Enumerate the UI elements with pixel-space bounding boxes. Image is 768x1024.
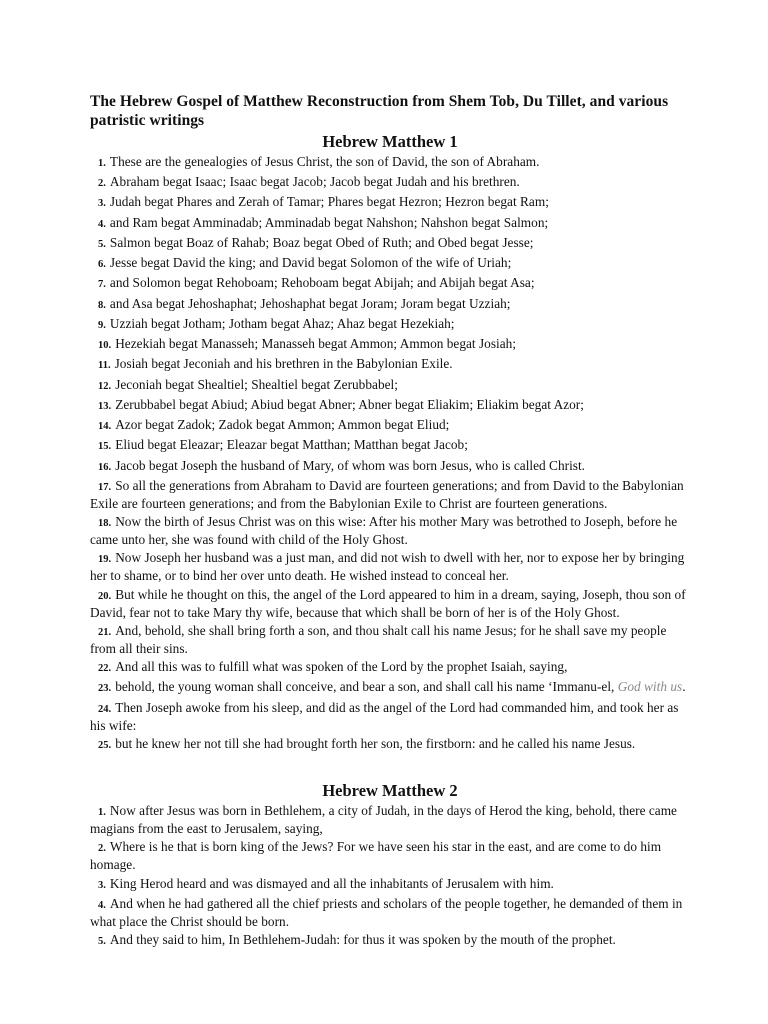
chapter-heading: Hebrew Matthew 2 [322,780,458,800]
verse-number: 13. [98,400,112,412]
verse [90,417,690,435]
verse-text: So all the generations from Abraham to David are fourteen generations; and from David to the Babylonian Exile are fourteen generations; and from the Babylonian Exile to Christ are fourteen generations. [90,477,684,511]
verse-number: 5. [98,936,106,948]
verse-number: 10. [98,340,112,352]
verse-number: 3. [98,879,106,891]
verse-number: 12. [98,380,112,392]
verse-text: Jacob begat Joseph the husband of Mary, of whom was born Jesus, who is called Christ. [115,457,586,473]
verse [90,174,690,192]
verse [90,700,690,734]
verse-text: And all this was to fulfill what was spoken of the Lord by the prophet Isaiah, saying, [115,659,568,675]
verse [90,514,690,548]
verse [90,275,690,293]
verse-text: Now Joseph her husband was a just man, and did not wish to dwell with her, nor to expose her by bringing her to shame, or to bind her over unto death. He wished instead to conceal her. [90,550,685,584]
verse-text: but he knew her not till she had brought forth her son, the firstborn: and he called his name Jesus. [115,735,636,751]
chapters-container [90,132,690,950]
verse-text: And they said to him, In Bethlehem-Judah: for thus it was spoken by the mouth of the prophet. [109,932,616,948]
verse [90,550,690,584]
verse-text: Judah begat Phares and Zerah of Tamar; Phares begat Hezron; Hezron begat Ram; [109,194,549,210]
verse-text: Eliud begat Eleazar; Eleazar begat Matthan; Matthan begat Jacob; [115,437,468,453]
verse-text: Hezekiah begat Manasseh; Manasseh begat Ammon; Ammon begat Josiah; [115,336,517,352]
verse-text: Zerubbabel begat Abiud; Abiud begat Abner; Abner begat Eliakim; Eliakim begat Azor; [115,396,584,412]
verse-number: 18. [98,518,112,530]
verse-number: 1. [98,158,106,169]
verse-number: 5. [98,238,106,250]
verse-emphasis-text: God with us [617,679,683,695]
verse-number: 8. [98,299,106,311]
verse-number: 15. [98,441,112,453]
verse-text: King Herod heard and was dismayed and all the inhabitants of Jerusalem with him. [109,875,554,891]
verse-number: 4. [98,218,106,230]
verse [90,336,690,354]
verse [90,659,690,677]
verse [90,587,690,621]
verse [90,458,690,476]
verse-text: These are the genealogies of Jesus Christ, the son of David, the son of Abraham. [109,154,540,169]
verse-number: 17. [98,481,112,493]
verse-number: 2. [98,178,106,190]
verse-text: Now the birth of Jesus Christ was on this wise: After his mother Mary was betrothed to Joseph, before he came unto her, she was found with child of the Holy Ghost. [90,514,678,548]
verse [90,356,690,374]
verse-number: 23. [98,683,112,695]
verse-text: Now after Jesus was born in Bethlehem, a city of Judah, in the days of Herod the king, behold, there came magians from the east to Jerusalem, saying, [90,802,677,836]
verse-text: Salmon begat Boaz of Rahab; Boaz begat Obed of Ruth; and Obed begat Jesse; [109,234,534,250]
verse-text: Jeconiah begat Shealtiel; Shealtiel begat Zerubbabel; [115,376,398,392]
verse-text: and Asa begat Jehoshaphat; Jehoshaphat begat Joram; Joram begat Uzziah; [109,295,511,311]
verse-text: Josiah begat Jeconiah and his brethren in the Babylonian Exile. [114,356,453,372]
verse [90,932,690,950]
document-title: The Hebrew Gospel of Matthew Reconstruction from Shem Tob, Du Tillet, and various patristic writings [90,93,669,129]
verse-text: and Ram begat Amminadab; Amminadab begat Nahshon; Nahshon begat Salmon; [109,214,549,230]
verse [90,397,690,415]
verse [90,194,690,212]
chapter-section [90,781,690,950]
verse-text-tail: . [682,679,686,695]
verse-number: 19. [98,554,112,566]
verse-number: 16. [98,461,112,473]
verse-text: Where is he that is born king of the Jews? For we have seen his star in the east, and are come to do him homage. [90,839,662,873]
verse-number: 25. [98,739,112,751]
verse-number: 3. [98,198,106,210]
verse [90,478,690,512]
verse-number: 1. [98,806,106,818]
verse-number: 22. [98,663,112,675]
verse-text: And, behold, she shall bring forth a son, and thou shalt call his name Jesus; for he shall save my people from all their sins. [90,622,667,656]
verse [90,736,690,754]
verse [90,316,690,334]
verse-number: 24. [98,703,112,715]
verse [90,154,690,172]
verse-text: And when he had gathered all the chief priests and scholars of the people together, he demanded of them in what place the Christ should be born. [90,895,683,929]
verse [90,437,690,455]
verse [90,377,690,395]
verse [90,803,690,837]
verse [90,876,690,894]
verse-number: 6. [98,259,106,271]
verse-text: behold, the young woman shall conceive, and bear a son, and shall call his name ‘Immanu-el, [115,679,618,695]
verse [90,296,690,314]
verse-text: Uzziah begat Jotham; Jotham begat Ahaz; Ahaz begat Hezekiah; [109,315,455,331]
verse [90,623,690,657]
verse [90,255,690,273]
verse [90,896,690,930]
verse-text: and Solomon begat Rehoboam; Rehoboam begat Abijah; and Abijah begat Asa; [109,275,535,291]
verse-number: 11. [98,360,111,372]
verse-number: 20. [98,590,112,602]
chapter-section [90,132,690,754]
verse [90,679,690,697]
verse-text: But while he thought on this, the angel of the Lord appeared to him in a dream, saying, Joseph, thou son of David, fear not to take Mary thy wife, because that which shall be born of her is of the Holy Ghost. [90,586,686,620]
verse-number: 4. [98,899,106,911]
verse-number: 14. [98,421,112,433]
verse-text: Azor begat Zadok; Zadok begat Ammon; Ammon begat Eliud; [115,417,450,433]
verse-number: 2. [98,843,106,855]
verse-number: 21. [98,626,112,638]
chapter-heading: Hebrew Matthew 1 [322,132,458,151]
verse-number: 9. [98,319,106,331]
verse [90,235,690,253]
verse-text: Abraham begat Isaac; Isaac begat Jacob; Jacob begat Judah and his brethren. [109,174,520,190]
verse-number: 7. [98,279,106,291]
verse [90,839,690,873]
document-page [90,92,690,952]
verse-text: Jesse begat David the king; and David begat Solomon of the wife of Uriah; [109,255,512,271]
verse-text: Then Joseph awoke from his sleep, and did as the angel of the Lord had commanded him, and took her as his wife: [90,699,679,733]
verse [90,215,690,233]
